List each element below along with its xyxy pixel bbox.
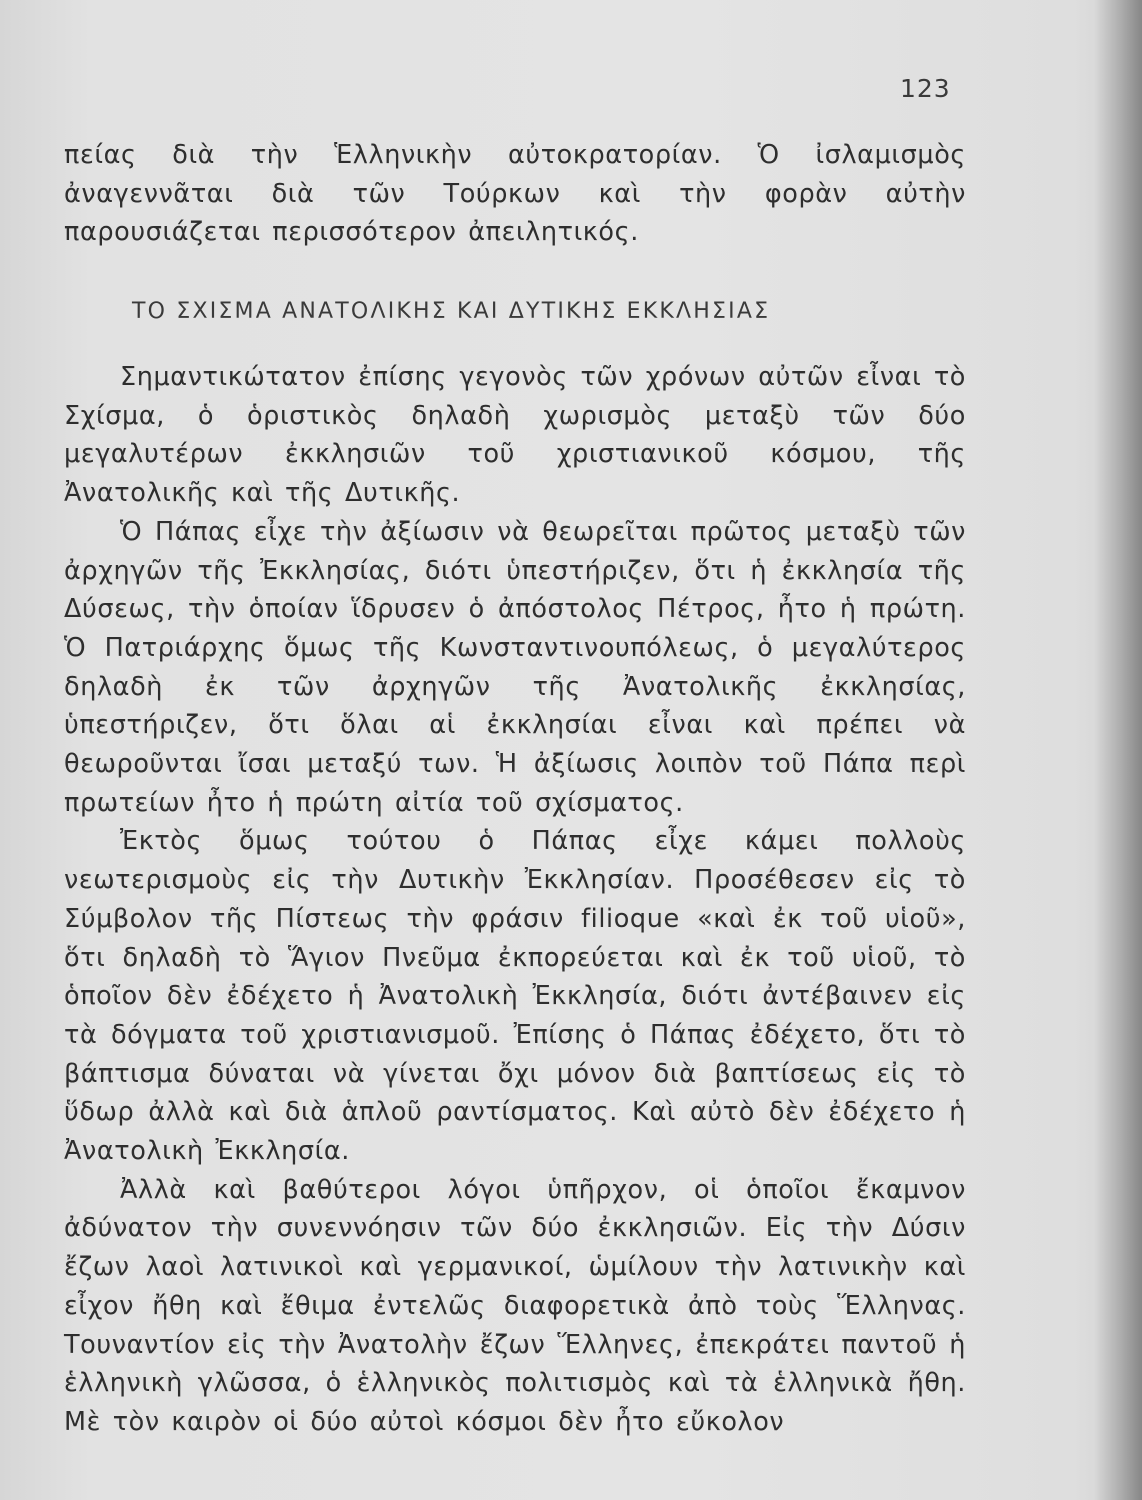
continuation-paragraph xyxy=(64,136,966,252)
page-number: 123 xyxy=(900,74,951,103)
continuation-text: πείας διὰ τὴν Ἑλληνικὴν αὐτοκρατορίαν. Ὁ ἰσλαμισμὸς ἀναγεννᾶται διὰ τῶν Τούρκων καὶ τὴν φορὰν αὐτὴν παρουσιάζεται περισσότερον ἀπειλητικός. xyxy=(64,140,966,248)
paragraph: Σημαντικώτατον ἐπίσης γεγονὸς τῶν χρόνων αὐτῶν εἶναι τὸ Σχίσμα, ὁ ὁριστικὸς δηλαδὴ χωρισμὸς μεταξὺ τῶν δύο μεγαλυτέρων ἐκκλησιῶν τοῦ χριστιανικοῦ κόσμου, τῆς Ἀνατολικῆς καὶ τῆς Δυτικῆς. xyxy=(64,362,966,509)
page-edge-shadow xyxy=(1094,0,1142,1500)
paragraph: Ἀλλὰ καὶ βαθύτεροι λόγοι ὑπῆρχον, οἱ ὁποῖοι ἔκαμνον ἀδύνατον τὴν συνεννόησιν τῶν δύο ἐκκλησιῶν. Εἰς τὴν Δύσιν ἔζων λαοὶ λατινικοὶ καὶ γερμανικοί, ὡμίλουν τὴν λατινικὴν καὶ εἶχον ἤθη καὶ ἔθιμα ἐντελῶς διαφορετικὰ ἀπὸ τοὺς Ἕλληνας. Τουναντίον εἰς τὴν Ἀνατολὴν ἔζων Ἕλληνες, ἐπεκράτει παντοῦ ἡ ἑλληνικὴ γλῶσσα, ὁ ἑλληνικὸς πολιτισμὸς καὶ τὰ ἑλληνικὰ ἤθη. Μὲ τὸν καιρὸν οἱ δύο αὐτοὶ κόσμοι δὲν ἦτο εὔκολον xyxy=(64,1174,966,1437)
section-heading: ΤΟ ΣΧΙΣΜΑ ΑΝΑΤΟΛΙΚΗΣ ΚΑΙ ΔΥΤΙΚΗΣ ΕΚΚΛΗΣΙΑΣ xyxy=(132,299,771,324)
paragraph: Ἐκτὸς ὅμως τούτου ὁ Πάπας εἶχε κάμει πολλοὺς νεωτερισμοὺς εἰς τὴν Δυτικὴν Ἐκκλησίαν. Προσέθεσεν εἰς τὸ Σύμβολον τῆς Πίστεως τὴν φράσιν filioque «καὶ ἐκ τοῦ υἱοῦ», ὅτι δηλαδὴ τὸ Ἅγιον Πνεῦμα ἐκπορεύεται καὶ ἐκ τοῦ υἱοῦ, τὸ ὁποῖον δὲν ἐδέχετο ἡ Ἀνατολικὴ Ἐκκλησία, διότι ἀντέβαινεν εἰς τὰ δόγματα τοῦ χριστιανισμοῦ. Ἐπίσης ὁ Πάπας ἐδέχετο, ὅτι τὸ βάπτισμα δύναται νὰ γίνεται ὄχι μόνον διὰ βαπτίσεως εἰς τὸ ὕδωρ ἀλλὰ καὶ διὰ ἁπλοῦ ραντίσματος. Καὶ αὐτὸ δὲν ἐδέχετο ἡ Ἀνατολικὴ Ἐκκλησία. xyxy=(64,826,966,1167)
paragraph: Ὁ Πάπας εἶχε τὴν ἀξίωσιν νὰ θεωρεῖται πρῶτος μεταξὺ τῶν ἀρχηγῶν τῆς Ἐκκλησίας, διότι ὑπεστήριζεν, ὅτι ἡ ἐκκλησία τῆς Δύσεως, τὴν ὁποίαν ἵδρυσεν ὁ ἀπόστολος Πέτρος, ἦτο ἡ πρώτη. Ὁ Πατριάρχης ὅμως τῆς Κωνσταντινουπόλεως, ὁ μεγαλύτερος δηλαδὴ ἐκ τῶν ἀρχηγῶν τῆς Ἀνατολικῆς ἐκκλησίας, ὑπεστήριζεν, ὅτι ὅλαι αἱ ἐκκλησίαι εἶναι καὶ πρέπει νὰ θεωροῦνται ἴσαι μεταξύ των. Ἡ ἀξίωσις λοιπὸν τοῦ Πάπα περὶ πρωτείων ἦτο ἡ πρώτη αἰτία τοῦ σχίσματος. xyxy=(64,516,966,818)
body-text xyxy=(64,358,966,1442)
